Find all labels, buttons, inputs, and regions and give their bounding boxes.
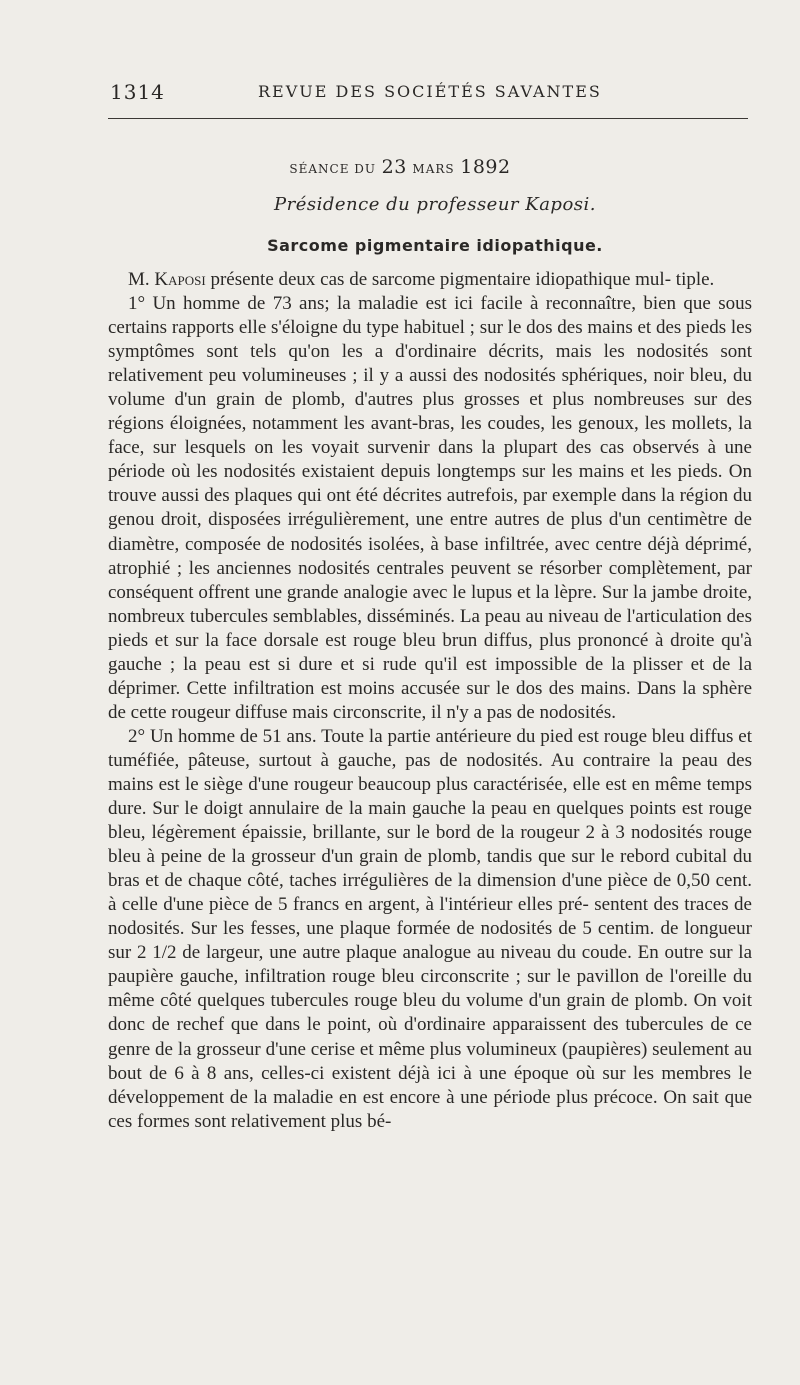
paragraph-case-1: 1° Un homme de 73 ans; la maladie est ici facile à reconnaître, bien que sous certains rapports elle s'éloigne du type habituel ; sur le dos des mains et des pieds les symptômes sont tels qu'on les a d'ordinaire décrits, mais les nodosités sont relativement peu volumineuses ; il y a aussi des nodosités sphériques, noir bleu, du volume d'un grain de plomb, d'autres plus grosses et plus nombreuses sur des régions éloignées, notamment les avant-bras, les coudes, les genoux, les mollets, la face, sur lesquels on les voyait survenir dans la plupart des cas observés à une période où les nodosités existaient depuis longtemps sur les mains et les pieds. On trouve aussi des plaques qui ont été décrites autrefois, par exemple dans la région du genou droit, disposées irrégulièrement, une entre autres de plus d'un centimètre de diamètre, composée de nodosités isolées, à base infiltrée, avec centre déjà déprimé, atrophié ; les anciennes nodosités centrales peuvent se résorber complètement, par conséquent offrent une grande analogie avec le lupus et la lèpre. Sur la jambe droite, nombreux tubercules semblables, disséminés. La peau au niveau de l'articulation des pieds et sur la face dorsale est rouge bleu brun diffus, plus prononcé à droite qu'à gauche ; la peau est si dure et si rude qu'il est impossible de la plisser et de la déprimer. Cette infiltration est moins accusée sur le dos des mains. Dans la sphère de cette rougeur diffuse mais circonscrite, il n'y a pas de nodosités. (108, 293, 752, 723)
article-heading: Sarcome pigmentaire idiopathique. (267, 236, 603, 255)
seance-date (0, 156, 800, 178)
seance-year: 1892 (460, 156, 511, 178)
presidence-line: Présidence du professeur Kaposi. (274, 194, 596, 215)
article-body (108, 268, 752, 1134)
paragraph-intro (108, 268, 752, 292)
seance-day: 23 (381, 156, 407, 178)
seance-prefix: SÉANCE DU (289, 162, 377, 176)
seance-month: MARS (412, 162, 455, 176)
intro-text: présente deux cas de sarcome pigmentaire idiopathique mul- tiple. (205, 269, 715, 290)
running-head: REVUE DES SOCIÉTÉS SAVANTES (258, 82, 602, 101)
header-rule (108, 118, 748, 119)
author-prefix: M. (128, 269, 155, 290)
author-name: Kaposi (154, 269, 206, 290)
paragraph-case-2: 2° Un homme de 51 ans. Toute la partie antérieure du pied est rouge bleu diffus et tuméfiée, pâteuse, surtout à gauche, pas de nodosités. Au contraire la peau des mains est le siège d'une rougeur beaucoup plus caractérisée, elle est en même temps dure. Sur le doigt annulaire de la main gauche la peau en quelques points est rouge bleu, légèrement épaissie, brillante, sur le bord de la rougeur 2 à 3 nodosités rouge bleu à peine de la grosseur d'un grain de plomb, tandis que sur le rebord cubital du bras et de chaque côté, taches irrégulières de la dimension d'une pièce de 0,50 cent. à celle d'une pièce de 5 francs en argent, à l'intérieur elles pré- sentent des traces de nodosités. Sur les fesses, une plaque formée de nodosités de 5 centim. de longueur sur 2 1/2 de largeur, une autre plaque analogue au niveau du coude. En outre sur la paupière gauche, infiltration rouge bleu circonscrite ; sur le pavillon de l'oreille du même côté quelques tubercules rouge bleu du volume d'un grain de plomb. On voit donc de rechef que dans le point, où d'ordinaire apparaissent des tubercules de ce genre de la grosseur d'une cerise et même plus volumineux (paupières) seulement au bout de 6 à 8 ans, celles-ci existent déjà ici à une époque où sur les membres le développement de la maladie en est encore à une période plus précoce. On sait que ces formes sont relativement plus bé- (108, 725, 752, 1132)
page-number: 1314 (110, 80, 165, 104)
